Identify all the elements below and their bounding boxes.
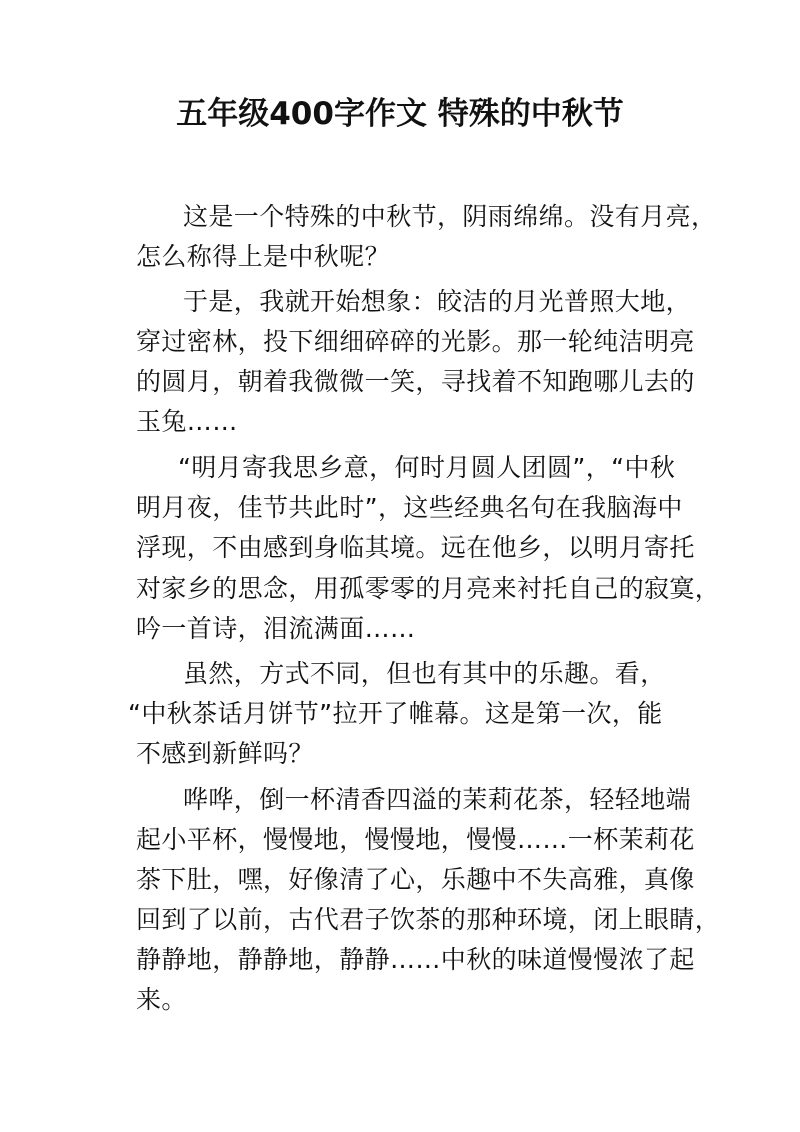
text-line: “中秋茶话月饼节”拉开了帷幕。这是第一次，能 [128, 699, 663, 728]
text-line: 回到了以前，古代君子饮茶的那种环境，闭上眼睛， [136, 905, 721, 934]
text-line: 玉兔…… [136, 407, 238, 436]
text-line: 穿过密林，投下细细碎碎的光影。那一轮纯洁明亮 [136, 327, 695, 356]
text-line: 吟一首诗，泪流满面…… [136, 614, 416, 643]
text-line: 于是，我就开始想象：皎洁的月光普照大地， [183, 287, 692, 316]
text-line: 对家乡的思念，用孤零零的月亮来衬托自己的寂寞， [136, 574, 721, 603]
essay-title: 五年级400字作文 特殊的中秋节 [176, 96, 624, 132]
text-line: 来。 [136, 985, 187, 1014]
text-line: 茶下肚，嘿，好像清了心，乐趣中不失高雅，真像 [136, 865, 695, 894]
text-line: 的圆月，朝着我微微一笑，寻找着不知跑哪儿去的 [136, 367, 695, 396]
text-line: 虽然，方式不同，但也有其中的乐趣。看， [183, 659, 666, 688]
text-line: 怎么称得上是中秋呢？ [136, 242, 391, 271]
text-line: “明月寄我思乡意，何时月圆人团圆”，“中秋 [178, 453, 676, 482]
text-line: 起小平杯，慢慢地，慢慢地，慢慢……一杯茉莉花 [136, 825, 695, 854]
text-line: 不感到新鲜吗？ [136, 739, 314, 768]
text-line: 哗哗，倒一杯清香四溢的茉莉花茶，轻轻地端 [183, 785, 692, 814]
text-line: 这是一个特殊的中秋节，阴雨绵绵。没有月亮， [183, 202, 717, 231]
text-line: 浮现，不由感到身临其境。远在他乡，以明月寄托 [136, 533, 695, 562]
text-line: 静静地，静静地，静静……中秋的味道慢慢浓了起 [136, 945, 695, 974]
text-line: 明月夜，佳节共此时”，这些经典名句在我脑海中 [136, 493, 683, 522]
